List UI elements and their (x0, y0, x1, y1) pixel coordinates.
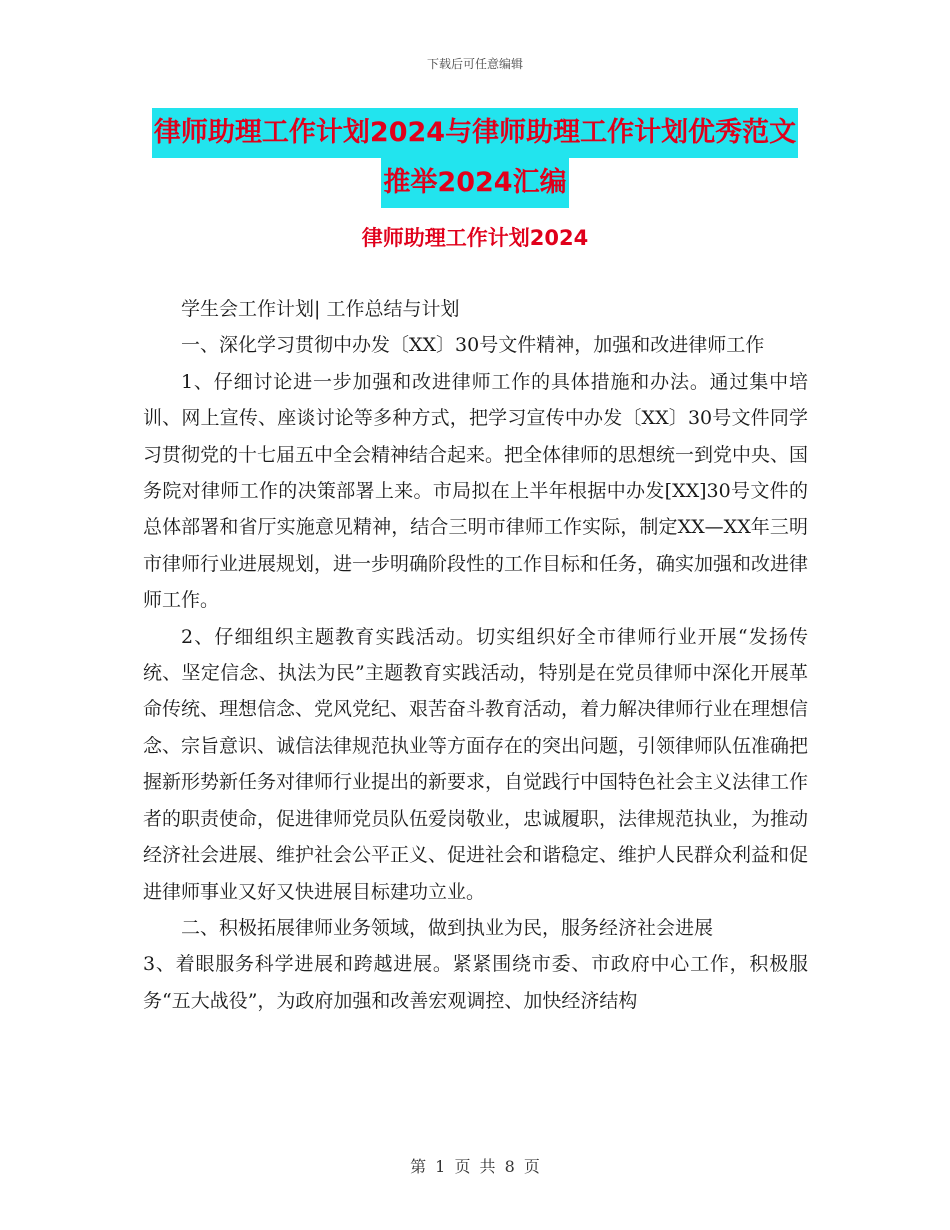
document-body (143, 291, 808, 1019)
section-heading: 律师助理工作计划2024 (361, 226, 589, 250)
paragraph-section-2-heading: 二、积极拓展律师业务领域，做到执业为民，服务经济社会进展 (181, 916, 714, 939)
page-footer: 第 1 页 共 8 页 (410, 1157, 540, 1176)
paragraph-item-3: 3、着眼服务科学进展和跨越进展。紧紧围绕市委、市政府中心工作，积极服务“五大战役”，为政府加强和改善宏观调控、加快经济结构 (143, 953, 808, 1012)
page-header-note: 下载后可任意编辑 (426, 57, 523, 71)
title-line-2: 推举2024汇编 (381, 158, 568, 208)
document-title (0, 108, 950, 208)
paragraph-item-1: 1、仔细讨论进一步加强和改进律师工作的具体措施和办法。通过集中培训、网上宣传、座谈讨论等多种方式，把学习宣传中办发〔XX〕30号文件同学习贯彻党的十七届五中全会精神结合起来。把全体律师的思想统一到党中央、国务院对律师工作的决策部署上来。市局拟在上半年根据中办发[XX]30号文件的总体部署和省厅实施意见精神，结合三明市律师工作实际，制定XX—XX年三明市律师行业进展规划，进一步明确阶段性的工作目标和任务，确实加强和改进律师工作。 (143, 370, 809, 612)
paragraph-section-1-heading: 一、深化学习贯彻中办发〔XX〕30号文件精神，加强和改进律师工作 (181, 334, 765, 357)
paragraph-item-2: 2、仔细组织主题教育实践活动。切实组织好全市律师行业开展“发扬传统、坚定信念、执法为民”主题教育实践活动，特别是在党员律师中深化开展革命传统、理想信念、党风党纪、艰苦奋斗教育活动，着力解决律师行业在理想信念、宗旨意识、诚信法律规范执业等方面存在的突出问题，引领律师队伍准确把握新形势新任务对律师行业提出的新要求，自觉践行中国特色社会主义法律工作者的职责使命，促进律师党员队伍爱岗敬业，忠诚履职，法律规范执业，为推动经济社会进展、维护社会公平正义、促进社会和谐稳定、维护人民群众利益和促进律师事业又好又快进展目标建功立业。 (143, 625, 809, 903)
title-line-1: 律师助理工作计划2024与律师助理工作计划优秀范文 (152, 108, 798, 158)
paragraph-category: 学生会工作计划| 工作总结与计划 (181, 298, 460, 320)
